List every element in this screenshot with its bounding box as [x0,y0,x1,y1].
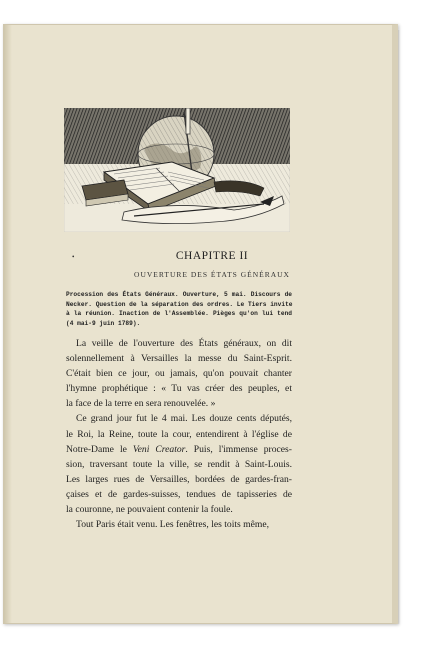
chapter-subtitle: OUVERTURE DES ÉTATS GÉNÉRAUX [134,270,290,279]
paragraph-2-text: . Puis, l'immense proces- [185,443,292,455]
paragraph-1-line: l'hymne prophétique : « Tu vas créer des peuples, et [66,383,292,395]
paragraph-1-line: solennellement à Versailles la messe du Saint-Esprit. [66,353,292,365]
paragraph-1-line: la face de la terre en sera renouvelée. » [66,398,216,410]
page-spine [4,25,12,623]
summary-line: Procession des États Généraux. Ouverture, 5 mai. Discours de [66,291,292,298]
chapter-summary [66,290,292,328]
summary-line: Necker. Question de la séparation des ordres. Le Tiers invite [66,300,293,308]
chapter-title: CHAPITRE II [175,250,249,262]
paragraph-2-line: la couronne, ne pouvaient contenir la foule. [66,504,233,516]
veni-creator-italic: Veni Creator [132,443,186,455]
paragraph-2-line [66,442,292,457]
summary-line: à la réunion. Inaction de l'Assemblée. Pièges qu'on lui tend [66,310,292,317]
summary-line: (4 mai-9 juin 1789). [66,319,141,327]
paragraph-2-line: sion, traversant toute la ville, se rendit à Saint-Louis. [66,458,292,470]
paragraph-2-text: Notre-Dame le [66,443,133,455]
paragraph-3-line: Tout Paris était venu. Les fenêtres, les toits même, [76,519,270,531]
engraving-illustration [64,108,290,232]
paragraph-2-line: çaises et de gardes-suisses, tendues de tapisseries de [66,488,292,500]
body-text [66,336,292,532]
paragraph-2-line: Les larges rues de Versailles, bordées de gardes-fran- [66,473,292,485]
paragraph-2-line: le Roi, la Reine, toute la cour, entendirent à l'église de [66,428,292,440]
paragraph-1-line: C'était bien ce jour, ou jamais, qu'on pouvait chanter [66,368,292,380]
paragraph-2-line: Ce grand jour fut le 4 mai. Les douze cents députés, [76,413,292,425]
chapter-bullet: • [72,253,75,261]
paragraph-1-line: La veille de l'ouverture des États généraux, on dit [76,338,292,349]
